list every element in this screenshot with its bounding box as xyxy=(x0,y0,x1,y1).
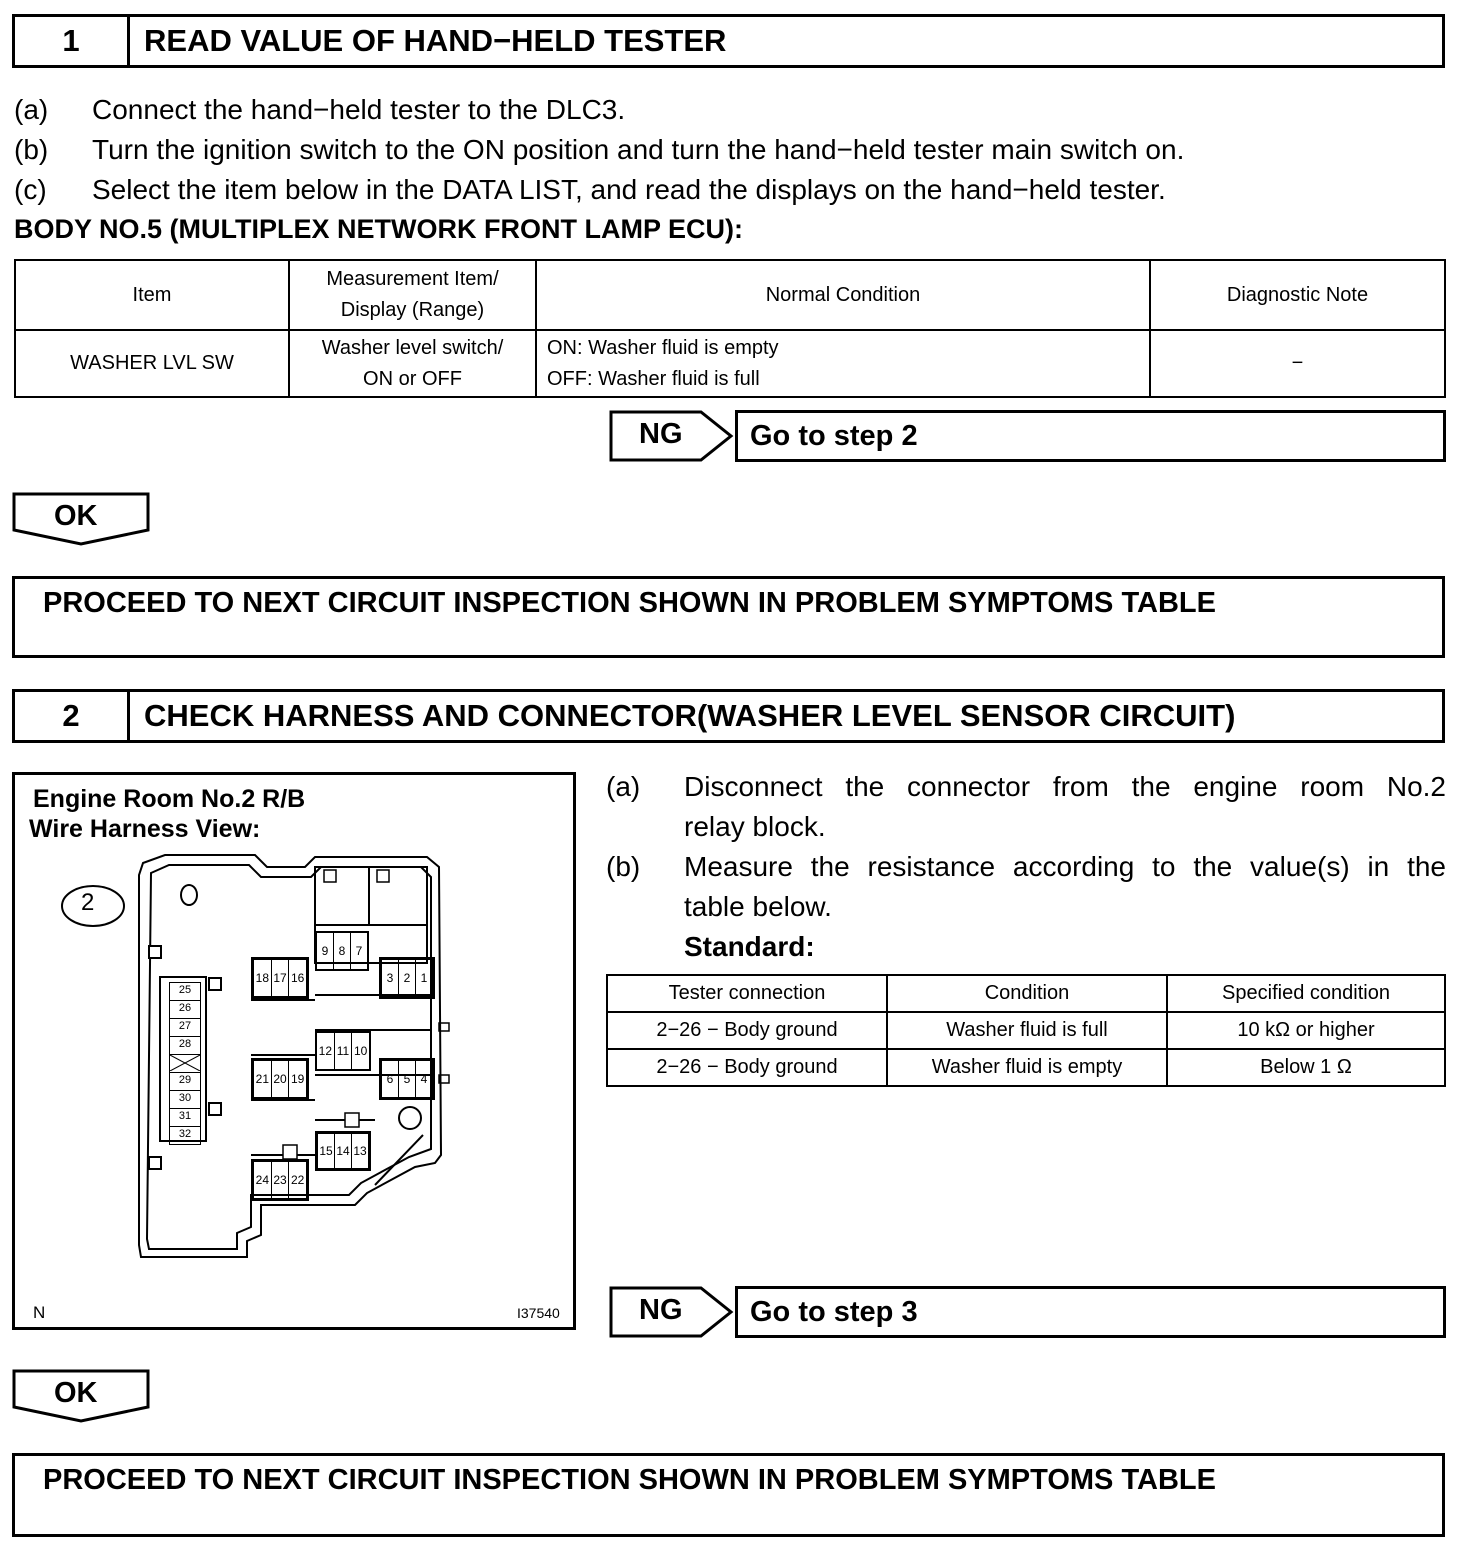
instruction-text: Connect the hand−held tester to the DLC3. xyxy=(92,94,626,125)
connector-number-label: 2 xyxy=(81,889,95,916)
ng-indicator-1 xyxy=(609,410,735,462)
data-list-table xyxy=(14,259,1446,398)
pin-cell: 31 xyxy=(169,1109,201,1127)
relay-pin: 3 xyxy=(382,960,399,996)
header-item: Item xyxy=(15,260,289,330)
cell-measurement-line1: Washer level switch/ xyxy=(321,336,504,359)
cell-measurement xyxy=(289,330,536,397)
relay-pin: 6 xyxy=(382,1061,399,1097)
relay-pin: 16 xyxy=(291,971,305,985)
ok-label: OK xyxy=(54,1377,98,1409)
pin-cell: 27 xyxy=(169,1019,201,1037)
relay-pin: 20 xyxy=(272,1061,290,1097)
relay-group-9-8-7 xyxy=(315,931,369,971)
instruction-line: relay block. xyxy=(684,811,826,842)
instruction-label: (b) xyxy=(14,134,49,165)
header-diagnostic-note: Diagnostic Note xyxy=(1150,260,1445,330)
instruction-label: (c) xyxy=(14,174,47,205)
figure-corner-label: N xyxy=(33,1303,46,1322)
proceed-box-1: PROCEED TO NEXT CIRCUIT INSPECTION SHOWN IN PROBLEM SYMPTOMS TABLE xyxy=(12,576,1445,658)
mount-square xyxy=(209,1103,221,1115)
ng-label: NG xyxy=(639,418,683,450)
ok-indicator-1 xyxy=(12,492,150,546)
step2-instruction-b xyxy=(606,847,1446,967)
cell-tester-connection: 2−26 − Body ground xyxy=(607,1049,887,1086)
relay-pin: 17 xyxy=(272,960,290,996)
go-to-step3-link[interactable]: Go to step 3 xyxy=(735,1286,1446,1338)
relay-pin: 10 xyxy=(354,1044,368,1058)
mount-square xyxy=(209,978,221,990)
step1-instruction-b xyxy=(14,134,1184,166)
relay-pin: 1 xyxy=(420,971,428,985)
cell-normal-condition xyxy=(536,330,1150,397)
step2-header xyxy=(12,689,1445,743)
cell-tester-connection: 2−26 − Body ground xyxy=(607,1012,887,1049)
instruction-text xyxy=(684,767,1446,847)
relay-group-3-2-1 xyxy=(379,957,435,999)
relay-pin: 15 xyxy=(318,1134,335,1168)
step2-title: CHECK HARNESS AND CONNECTOR(WASHER LEVEL SENSOR CIRCUIT) xyxy=(144,698,1236,733)
instruction-line: table below. xyxy=(684,891,832,922)
relay-block-drawing xyxy=(15,775,573,1327)
relay-pin: 19 xyxy=(291,1072,305,1086)
header-normal-condition: Normal Condition xyxy=(536,260,1150,330)
table-header-row xyxy=(15,260,1445,330)
relay-group-6-5-4 xyxy=(379,1058,435,1100)
table-header-row xyxy=(607,975,1445,1012)
relay-pin: 24 xyxy=(254,1162,272,1198)
relay-pin: 11 xyxy=(335,1033,353,1069)
instruction-line: Disconnect the connector from the engine room No.2 xyxy=(684,771,1446,802)
ng-label: NG xyxy=(639,1294,683,1326)
step1-number: 1 xyxy=(15,17,130,65)
step1-instruction-a xyxy=(14,94,625,126)
proceed-box-2: PROCEED TO NEXT CIRCUIT INSPECTION SHOWN IN PROBLEM SYMPTOMS TABLE xyxy=(12,1453,1445,1537)
pin-cell: 26 xyxy=(169,1001,201,1019)
cell-specified: Below 1 Ω xyxy=(1167,1049,1445,1086)
cell-diagnostic-note: − xyxy=(1150,330,1445,397)
instruction-label: (a) xyxy=(606,771,641,802)
header-measurement-line1: Measurement Item/ xyxy=(326,268,499,290)
cell-condition: Washer fluid is empty xyxy=(887,1049,1167,1086)
relay-group-18-17-16 xyxy=(251,957,309,999)
ok-label: OK xyxy=(54,500,98,532)
relay-group-15-14-13 xyxy=(315,1131,371,1171)
instruction-label: (a) xyxy=(14,94,49,125)
header-condition: Condition xyxy=(887,975,1167,1012)
data-list-heading: BODY NO.5 (MULTIPLEX NETWORK FRONT LAMP ECU): xyxy=(14,214,743,244)
step1-header xyxy=(12,14,1445,68)
cell-normal-line1: ON: Washer fluid is empty xyxy=(547,336,779,359)
relay-pin: 9 xyxy=(317,933,334,969)
instruction-text: Turn the ignition switch to the ON position and turn the hand−held tester main switch on. xyxy=(92,134,1185,165)
relay-pin: 5 xyxy=(399,1061,416,1097)
pin-cell: 28 xyxy=(169,1037,201,1055)
relay-pin: 12 xyxy=(317,1033,335,1069)
ok-indicator-2 xyxy=(12,1369,150,1423)
instruction-line: Measure the resistance according to the value(s) in the xyxy=(684,851,1446,882)
relay-group-24-23-22 xyxy=(251,1159,309,1201)
cell-measurement-line2: ON or OFF xyxy=(363,367,462,390)
relay-group-12-11-10 xyxy=(315,1031,371,1071)
figure-title-line1: Engine Room No.2 R/B xyxy=(33,785,306,813)
pin-cell: 25 xyxy=(169,982,201,1001)
standard-label: Standard: xyxy=(684,931,815,962)
pin-cell: 29 xyxy=(169,1073,201,1091)
ng-indicator-2 xyxy=(609,1286,735,1338)
figure-id: I37540 xyxy=(517,1305,560,1321)
step2-number: 2 xyxy=(15,692,130,740)
step2-instruction-a xyxy=(606,767,1446,847)
cell-specified: 10 kΩ or higher xyxy=(1167,1012,1445,1049)
header-measurement-line2: Display (Range) xyxy=(340,299,485,321)
figure-title-line2: Wire Harness View: xyxy=(29,815,261,843)
relay-pin: 13 xyxy=(353,1144,367,1158)
relay-pin: 14 xyxy=(335,1134,352,1168)
relay-pin: 8 xyxy=(334,933,351,969)
pin-cell-empty xyxy=(169,1055,201,1073)
instruction-text: Select the item below in the DATA LIST, and read the displays on the hand−held tester. xyxy=(92,174,1166,205)
relay-group-21-20-19 xyxy=(251,1058,309,1100)
mount-square xyxy=(149,946,161,958)
cell-condition: Washer fluid is full xyxy=(887,1012,1167,1049)
cell-normal-line2: OFF: Washer fluid is full xyxy=(547,367,760,390)
resistance-table xyxy=(606,974,1446,1087)
step2-instructions xyxy=(606,767,1446,967)
relay-pin: 18 xyxy=(254,960,272,996)
cell-item: WASHER LVL SW xyxy=(15,330,289,397)
table-row xyxy=(607,1012,1445,1049)
step1-title: READ VALUE OF HAND−HELD TESTER xyxy=(144,23,727,58)
header-specified-condition: Specified condition xyxy=(1167,975,1445,1012)
table-row xyxy=(607,1049,1445,1086)
relay-pin: 22 xyxy=(291,1173,305,1187)
relay-pin: 2 xyxy=(399,960,416,996)
relay-pin: 21 xyxy=(254,1061,272,1097)
pin-cell: 30 xyxy=(169,1091,201,1109)
relay-pin: 4 xyxy=(420,1072,428,1086)
relay-pin: 7 xyxy=(355,944,363,958)
table-row xyxy=(15,330,1445,397)
go-to-step2-link[interactable]: Go to step 2 xyxy=(735,410,1446,462)
pin-cell: 32 xyxy=(169,1127,201,1145)
header-tester-connection: Tester connection xyxy=(607,975,887,1012)
instruction-label: (b) xyxy=(606,851,641,882)
cross-icon xyxy=(170,1055,200,1071)
relay-block-figure xyxy=(12,772,576,1330)
step1-instruction-c xyxy=(14,174,1166,206)
header-measurement xyxy=(289,260,536,330)
relay-pin: 23 xyxy=(272,1162,290,1198)
mount-square xyxy=(149,1157,161,1169)
instruction-text xyxy=(684,847,1446,967)
pin-list xyxy=(169,982,201,1145)
